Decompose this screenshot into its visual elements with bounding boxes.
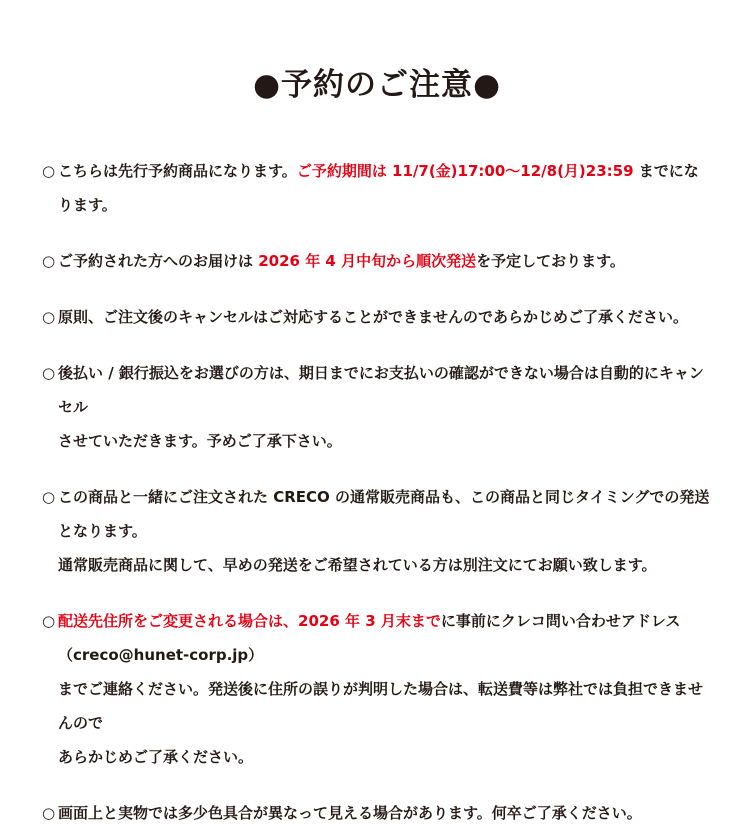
- notice-line: [58, 740, 712, 774]
- notice-segment: に事前にクレコ問い合わせアドレス（creco@hunet-corp.jp）: [58, 612, 681, 664]
- notice-text: [58, 154, 712, 222]
- notice-segment: ご予約された方へのお届けは: [58, 252, 259, 270]
- notice-line: [58, 604, 712, 672]
- notice-segment: 通常販売商品に関して、早めの発送をご希望されている方は別注文にてお願い致します。: [58, 556, 657, 574]
- notice-text: [58, 244, 712, 278]
- notice-item-color-difference: [42, 796, 712, 830]
- notice-segment-emphasis: ご予約期間は 11/7(金)17:00～12/8(月)23:59: [296, 162, 639, 180]
- open-circle-bullet-icon: ○: [42, 804, 56, 822]
- notice-line: [58, 154, 712, 222]
- notice-segment: 画面上と実物では多少色具合が異なって見える場合があります。何卒ご了承ください。: [58, 804, 642, 822]
- notice-item-address-change: [42, 604, 712, 774]
- notice-segment: こちらは先行予約商品になります。: [58, 162, 297, 180]
- notice-item-combined-order: [42, 480, 712, 582]
- notice-line: [58, 244, 712, 278]
- notice-segment-emphasis: 配送先住所をご変更される場合は、2026 年 3 月末まで: [58, 612, 441, 630]
- notice-item-shipping-schedule: [42, 244, 712, 278]
- notice-segment: までになります。: [58, 162, 699, 214]
- notice-segment: 後払い / 銀行振込をお選びの方は、期日までにお支払いの確認ができない場合は自動的にキャンセル: [58, 364, 704, 416]
- notice-line: [58, 480, 712, 548]
- notice-segment: させていただきます。予めご了承下さい。: [58, 432, 342, 450]
- notice-line: [58, 672, 712, 740]
- notice-segment-emphasis: 2026 年 4 月中旬から順次発送: [258, 252, 477, 270]
- notice-text: [58, 300, 712, 334]
- open-circle-bullet-icon: ○: [42, 308, 56, 326]
- notice-line: [58, 424, 712, 458]
- notice-item-payment-deadline: [42, 356, 712, 458]
- notice-segment: を予定しております。: [476, 252, 625, 270]
- notice-segment: 原則、ご注文後のキャンセルはご対応することができませんのであらかじめご了承ください。: [58, 308, 689, 326]
- notice-line: [58, 796, 712, 830]
- notice-line: [58, 300, 712, 334]
- notice-line: [58, 356, 712, 424]
- page-title: ●予約のご注意●: [252, 67, 502, 103]
- notice-item-preorder-period: [42, 154, 712, 222]
- notice-segment: あらかじめご了承ください。: [58, 748, 254, 766]
- notice-text: [58, 356, 712, 458]
- notice-line: [58, 548, 712, 582]
- notice-segment: この商品と一緒にご注文された CRECO の通常販売商品も、この商品と同じタイミングでの発送となります。: [58, 488, 710, 540]
- open-circle-bullet-icon: ○: [42, 364, 56, 382]
- open-circle-bullet-icon: ○: [42, 612, 56, 630]
- open-circle-bullet-icon: ○: [42, 252, 56, 270]
- open-circle-bullet-icon: ○: [42, 162, 56, 180]
- notice-text: [58, 604, 712, 774]
- open-circle-bullet-icon: ○: [42, 488, 56, 506]
- notice-text: [58, 480, 712, 582]
- notice-segment: までご連絡ください。発送後に住所の誤りが判明した場合は、転送費等は弊社では負担できませんので: [58, 680, 704, 732]
- notice-text: [58, 796, 712, 830]
- notice-item-no-cancellation: [42, 300, 712, 334]
